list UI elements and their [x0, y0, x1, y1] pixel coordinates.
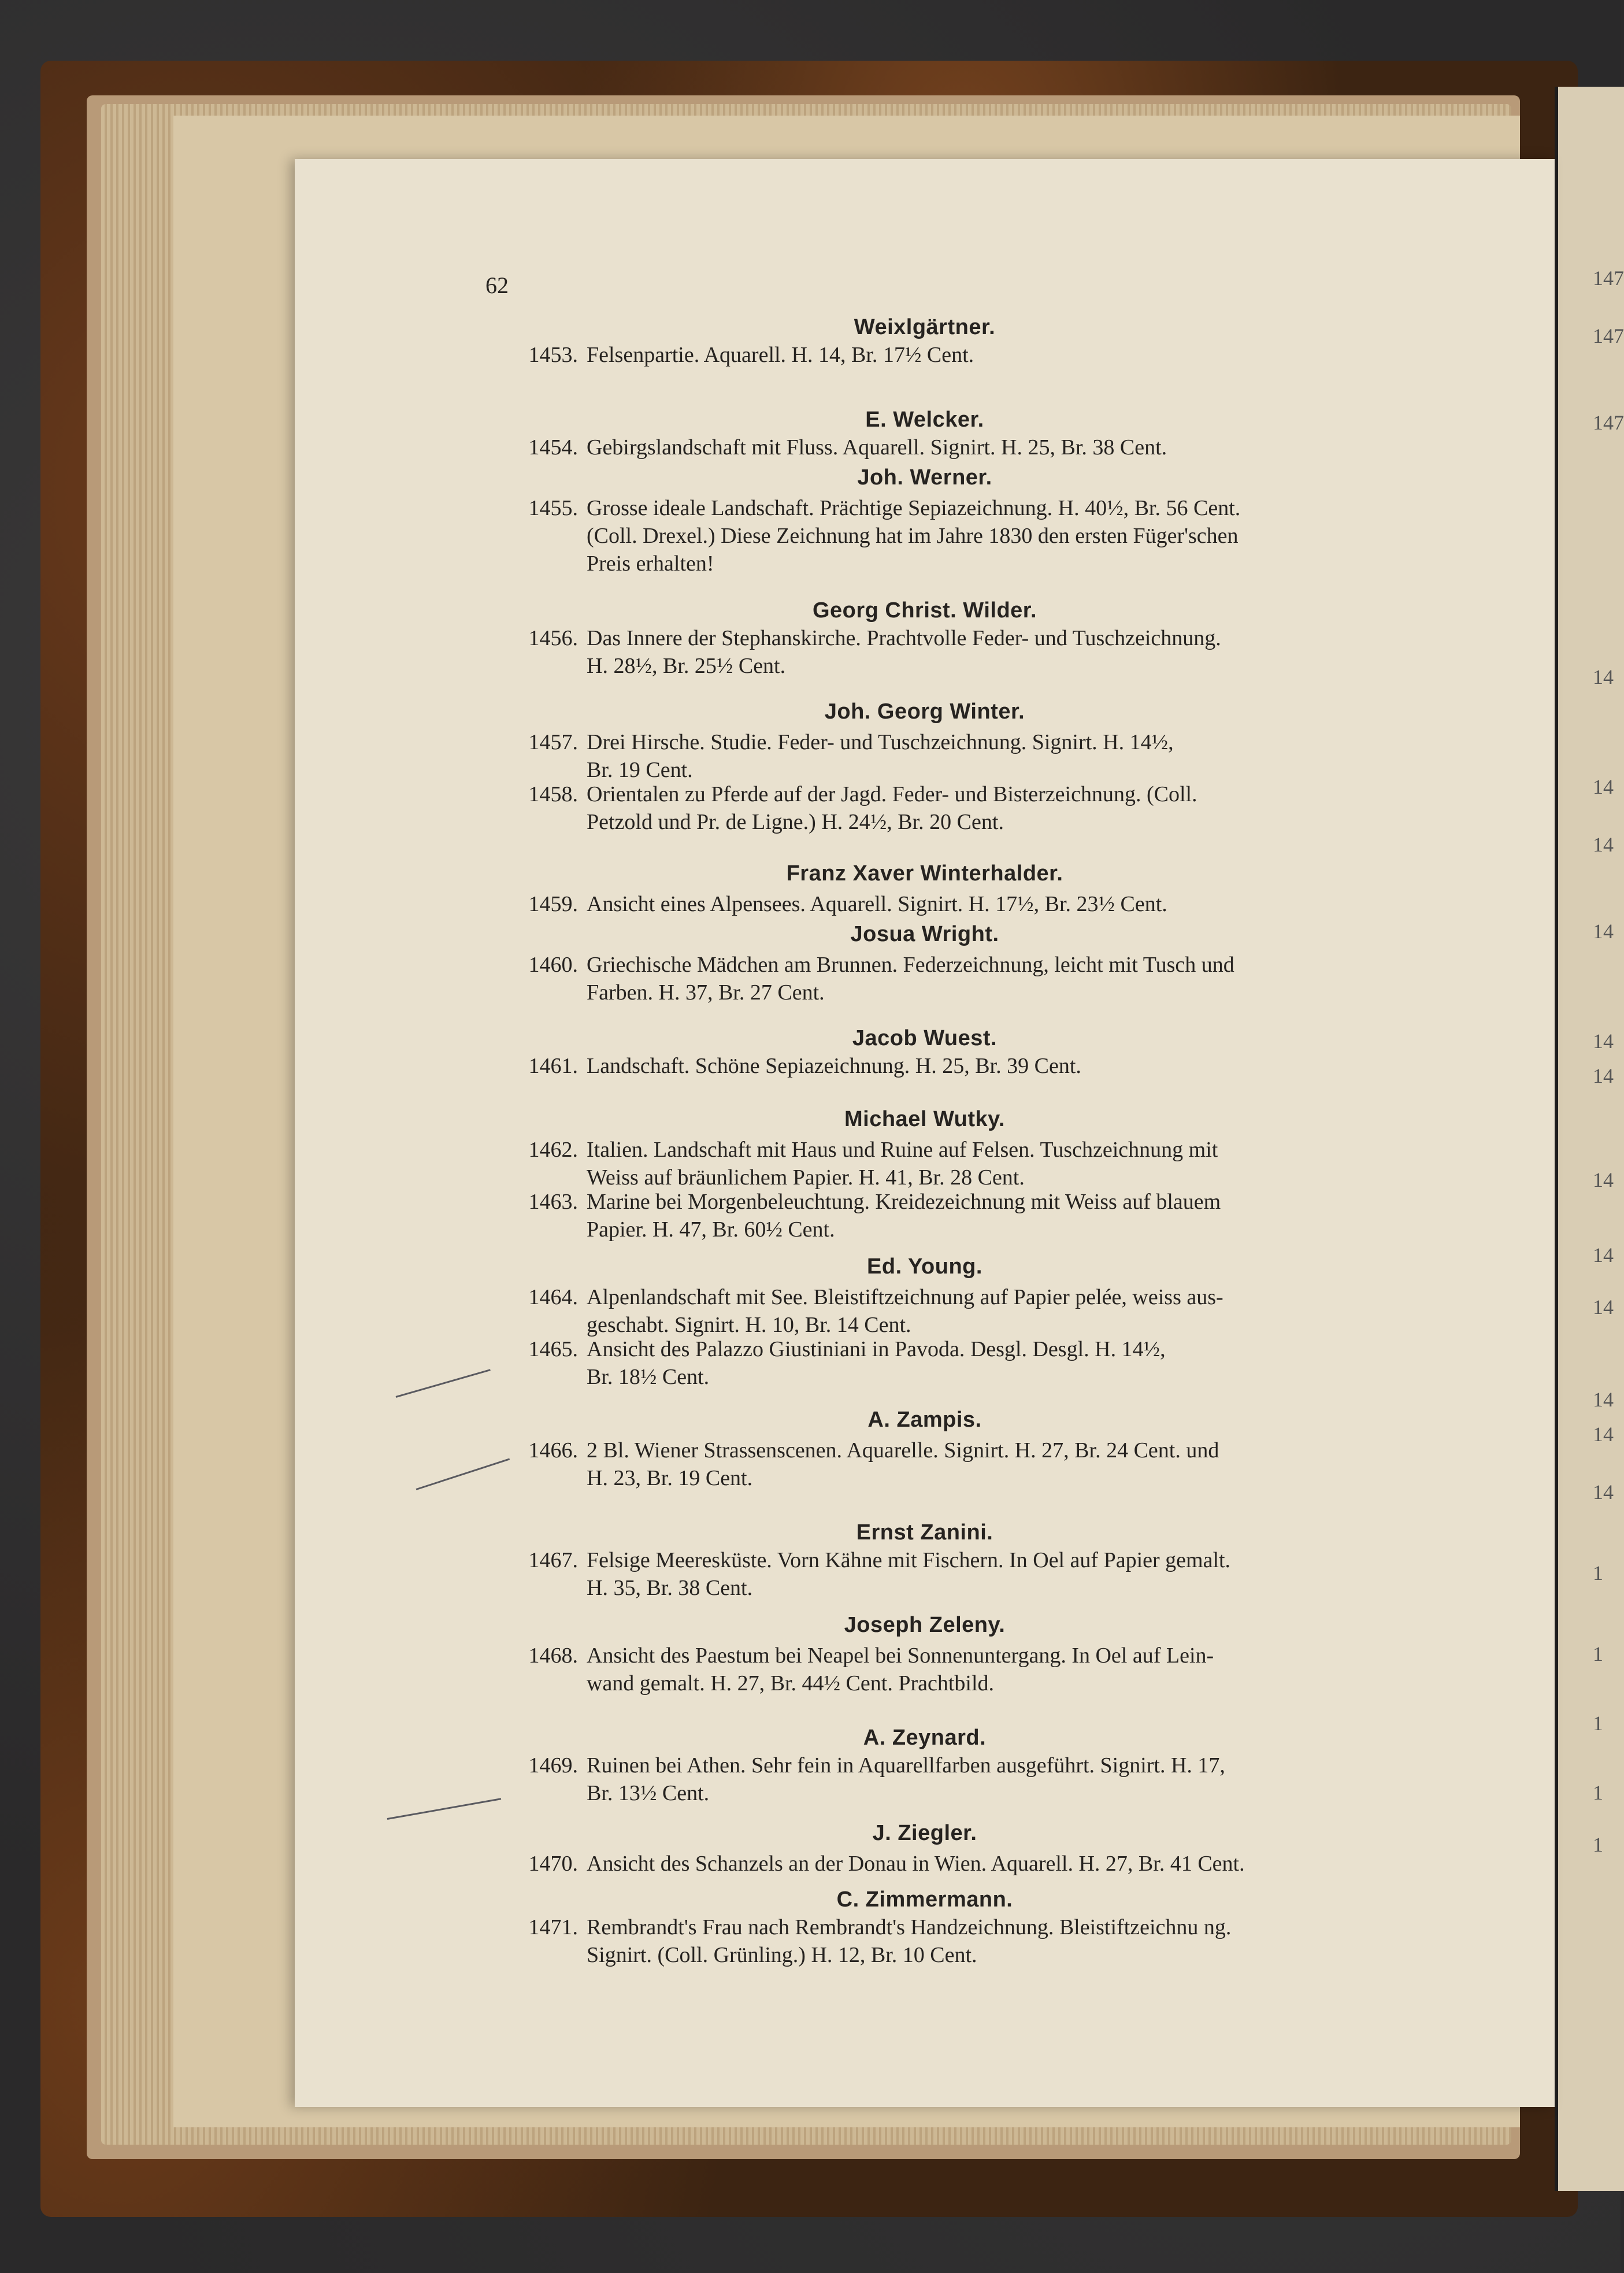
lot-number: 1463.	[528, 1190, 578, 1214]
lot-number: 1462.	[528, 1138, 578, 1162]
facing-page-fragment: 14	[1593, 775, 1614, 798]
artist-heading: Ed. Young.	[867, 1254, 982, 1279]
description-line: Ansicht des Paestum bei Neapel bei Sonnenuntergang. In Oel auf Lein-	[587, 1643, 1214, 1668]
artist-heading: Franz Xaver Winterhalder.	[786, 861, 1063, 886]
description-line: Gebirgslandschaft mit Fluss. Aquarell. Signirt. H. 25, Br. 38 Cent.	[587, 435, 1167, 460]
facing-page-fragment: 14	[1593, 1480, 1614, 1504]
facing-page-fragment: 14	[1593, 920, 1614, 943]
facing-page-fragment: 147	[1593, 324, 1624, 347]
description-line: Marine bei Morgenbeleuchtung. Kreidezeichnung mit Weiss auf blauem	[587, 1190, 1221, 1214]
lot-description	[587, 780, 1500, 836]
description-line: Griechische Mädchen am Brunnen. Federzeichnung, leicht mit Tusch und	[587, 953, 1234, 977]
lot-description	[587, 624, 1500, 680]
lot-description	[587, 1642, 1500, 1697]
lot-number: 1461.	[528, 1054, 578, 1078]
lot-description	[587, 1913, 1500, 1969]
lot-description	[587, 951, 1500, 1006]
artist-heading: C. Zimmermann.	[836, 1887, 1013, 1912]
lot-description	[587, 1335, 1500, 1391]
artist-heading: Jacob Wuest.	[852, 1026, 998, 1050]
lot-number: 1454.	[528, 435, 578, 460]
facing-page-fragment: 1	[1593, 1712, 1603, 1735]
facing-page-fragment: 14	[1593, 833, 1614, 856]
description-line: Papier. H. 47, Br. 60½ Cent.	[587, 1217, 835, 1242]
lot-description	[587, 728, 1500, 784]
description-line: Weiss auf bräunlichem Papier. H. 41, Br. 28 Cent.	[587, 1165, 1025, 1190]
description-line: H. 35, Br. 38 Cent.	[587, 1576, 753, 1600]
facing-page-fragment: 14	[1593, 1295, 1614, 1319]
description-line: Br. 18½ Cent.	[587, 1365, 710, 1389]
description-line: Rembrandt's Frau nach Rembrandt's Handzeichnung. Bleistiftzeichnu ng.	[587, 1915, 1232, 1939]
facing-page-fragment: 1	[1593, 1833, 1603, 1856]
description-line: Br. 19 Cent.	[587, 758, 693, 782]
description-line: Alpenlandschaft mit See. Bleistiftzeichnung auf Papier pelée, weiss aus-	[587, 1285, 1223, 1309]
description-line: Orientalen zu Pferde auf der Jagd. Feder- und Bisterzeichnung. (Coll.	[587, 782, 1197, 806]
lot-number: 1457.	[528, 730, 578, 754]
description-line: Br. 13½ Cent.	[587, 1781, 710, 1805]
page-content	[295, 159, 1555, 2107]
description-line: geschabt. Signirt. H. 10, Br. 14 Cent.	[587, 1313, 911, 1337]
artist-heading: E. Welcker.	[865, 408, 984, 432]
artist-heading: J. Ziegler.	[872, 1821, 977, 1845]
lot-number: 1456.	[528, 626, 578, 650]
description-line: Drei Hirsche. Studie. Feder- und Tuschzeichnung. Signirt. H. 14½,	[587, 730, 1174, 754]
facing-page-fragment: 14	[1593, 1243, 1614, 1267]
lot-number: 1466.	[528, 1438, 578, 1463]
page-number: 62	[485, 272, 509, 298]
description-line: Preis erhalten!	[587, 551, 714, 576]
description-line: Ruinen bei Athen. Sehr fein in Aquarellfarben ausgeführt. Signirt. H. 17,	[587, 1753, 1225, 1778]
artist-heading: Josua Wright.	[850, 922, 999, 946]
artist-heading: Joh. Georg Winter.	[824, 699, 1025, 724]
lot-description	[587, 890, 1500, 918]
description-line: Ansicht eines Alpensees. Aquarell. Signirt. H. 17½, Br. 23½ Cent.	[587, 892, 1167, 916]
lot-number: 1459.	[528, 892, 578, 916]
artist-heading: A. Zeynard.	[863, 1726, 987, 1750]
artist-heading: A. Zampis.	[867, 1408, 982, 1432]
description-line: 2 Bl. Wiener Strassenscenen. Aquarelle. Signirt. H. 27, Br. 24 Cent. und	[587, 1438, 1219, 1463]
lot-description	[587, 494, 1500, 577]
description-line: Farben. H. 37, Br. 27 Cent.	[587, 980, 825, 1005]
lot-description	[587, 1136, 1500, 1191]
description-line: Das Innere der Stephanskirche. Prachtvolle Feder- und Tuschzeichnung.	[587, 626, 1221, 650]
lot-number: 1468.	[528, 1643, 578, 1668]
lot-description	[587, 1546, 1500, 1602]
lot-description	[587, 1437, 1500, 1492]
description-line: Felsige Meeresküste. Vorn Kähne mit Fischern. In Oel auf Papier gemalt.	[587, 1548, 1231, 1572]
facing-page-fragment: 147	[1593, 411, 1624, 434]
lot-description	[587, 434, 1500, 461]
artist-heading: Georg Christ. Wilder.	[812, 598, 1037, 623]
description-line: wand gemalt. H. 27, Br. 44½ Cent. Prachtbild.	[587, 1671, 995, 1696]
artist-heading: Ernst Zanini.	[856, 1520, 993, 1545]
lot-description	[587, 1752, 1500, 1807]
artist-heading: Joh. Werner.	[857, 465, 992, 490]
lot-number: 1455.	[528, 496, 578, 520]
facing-page-edge	[1555, 87, 1624, 2191]
lot-number: 1460.	[528, 953, 578, 977]
facing-page-fragment: 14	[1593, 1064, 1614, 1087]
facing-page-fragment: 14	[1593, 1030, 1614, 1053]
lot-number: 1453.	[528, 343, 578, 367]
description-line: Grosse ideale Landschaft. Prächtige Sepiazeichnung. H. 40½, Br. 56 Cent.	[587, 496, 1241, 520]
lot-number: 1471.	[528, 1915, 578, 1939]
description-line: Italien. Landschaft mit Haus und Ruine auf Felsen. Tuschzeichnung mit	[587, 1138, 1218, 1162]
lot-number: 1464.	[528, 1285, 578, 1309]
lot-description	[587, 1850, 1500, 1878]
lot-description	[587, 1188, 1500, 1243]
lot-number: 1458.	[528, 782, 578, 806]
lot-number: 1470.	[528, 1852, 578, 1876]
lot-number: 1469.	[528, 1753, 578, 1778]
facing-page-fragment: 1	[1593, 1642, 1603, 1665]
description-line: H. 23, Br. 19 Cent.	[587, 1466, 753, 1490]
lot-number: 1465.	[528, 1337, 578, 1361]
description-line: (Coll. Drexel.) Diese Zeichnung hat im Jahre 1830 den ersten Füger'schen	[587, 524, 1239, 548]
description-line: Ansicht des Schanzels an der Donau in Wien. Aquarell. H. 27, Br. 41 Cent.	[587, 1852, 1245, 1876]
description-line: H. 28½, Br. 25½ Cent.	[587, 654, 786, 678]
description-line: Petzold und Pr. de Ligne.) H. 24½, Br. 20 Cent.	[587, 810, 1004, 834]
facing-page-fragment: 14	[1593, 1168, 1614, 1191]
facing-page-fragment: 14	[1593, 1388, 1614, 1411]
description-line: Felsenpartie. Aquarell. H. 14, Br. 17½ Cent.	[587, 343, 974, 367]
lot-description	[587, 341, 1500, 369]
description-line: Landschaft. Schöne Sepiazeichnung. H. 25, Br. 39 Cent.	[587, 1054, 1081, 1078]
catalog-page	[295, 159, 1555, 2107]
lot-description	[587, 1283, 1500, 1339]
facing-page-fragment: 14	[1593, 665, 1614, 688]
artist-heading: Weixlgärtner.	[854, 315, 996, 339]
lot-description	[587, 1052, 1500, 1080]
facing-page-fragment: 147	[1593, 266, 1624, 290]
facing-page-fragment: 14	[1593, 1423, 1614, 1446]
artist-heading: Michael Wutky.	[844, 1107, 1005, 1131]
description-line: Ansicht des Palazzo Giustiniani in Pavoda. Desgl. Desgl. H. 14½,	[587, 1337, 1166, 1361]
description-line: Signirt. (Coll. Grünling.) H. 12, Br. 10 Cent.	[587, 1943, 977, 1967]
lot-number: 1467.	[528, 1548, 578, 1572]
artist-heading: Joseph Zeleny.	[844, 1613, 1006, 1637]
facing-page-fragment: 1	[1593, 1561, 1603, 1585]
facing-page-fragment: 1	[1593, 1781, 1603, 1804]
